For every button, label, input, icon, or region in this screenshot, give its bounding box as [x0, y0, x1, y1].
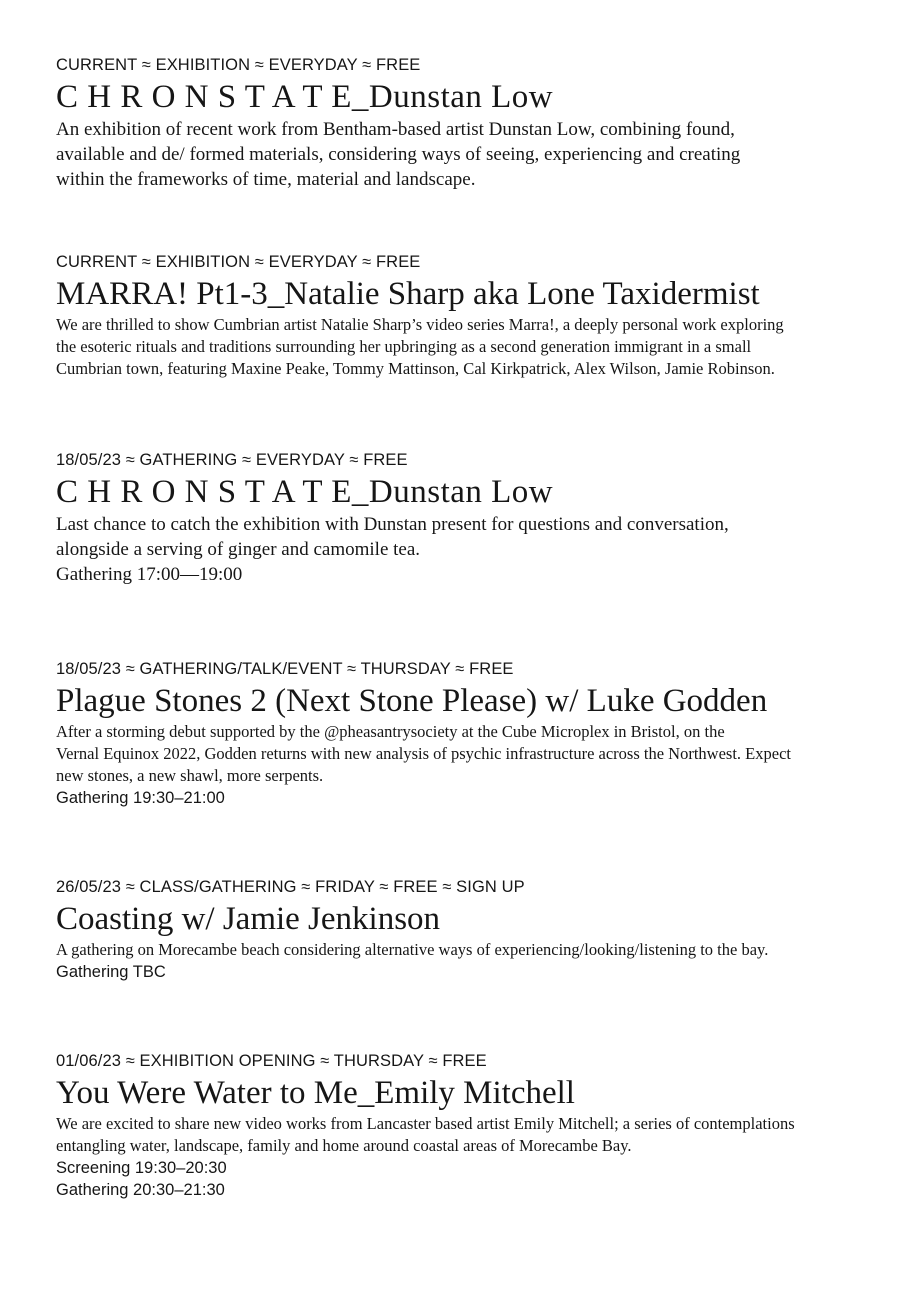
event-title: You Were Water to Me_Emily Mitchell	[56, 1075, 575, 1111]
description-line: within the frameworks of time, material and landscape.	[56, 169, 476, 190]
description-line: A gathering on Morecambe beach considering alternative ways of experiencing/looking/listening to the bay.	[56, 940, 769, 959]
event-title: C H R O N S T A T E_Dunstan Low	[56, 79, 554, 115]
event-schedule: Screening 19:30–20:30	[56, 1159, 227, 1177]
event-meta: 18/05/23 ≈ GATHERING/TALK/EVENT ≈ THURSDAY ≈ FREE	[56, 660, 514, 678]
description-line: We are excited to share new video works from Lancaster based artist Emily Mitchell; a series of contemplations	[56, 1114, 795, 1133]
event-description	[56, 512, 866, 562]
event-meta: 26/05/23 ≈ CLASS/GATHERING ≈ FRIDAY ≈ FREE ≈ SIGN UP	[56, 878, 525, 896]
event-description	[56, 939, 866, 961]
event-schedule: Gathering TBC	[56, 963, 166, 981]
event-schedule: Gathering 19:30–21:00	[56, 789, 225, 807]
event-you-were-water	[56, 1051, 866, 1201]
description-line: available and de/ formed materials, considering ways of seeing, experiencing and creating	[56, 144, 741, 165]
event-description	[56, 1113, 866, 1157]
event-plague-stones	[56, 659, 866, 809]
event-marra	[56, 252, 866, 380]
description-line: new stones, a new shawl, more serpents.	[56, 766, 324, 785]
description-line: entangling water, landscape, family and home around coastal areas of Morecambe Bay.	[56, 1136, 632, 1155]
event-chronstate-gathering	[56, 450, 866, 587]
event-meta: 18/05/23 ≈ GATHERING ≈ EVERYDAY ≈ FREE	[56, 451, 408, 469]
event-schedule: Gathering 17:00—19:00	[56, 564, 243, 585]
event-meta: CURRENT ≈ EXHIBITION ≈ EVERYDAY ≈ FREE	[56, 56, 421, 74]
event-title: Coasting w/ Jamie Jenkinson	[56, 901, 441, 937]
description-line: Cumbrian town, featuring Maxine Peake, Tommy Mattinson, Cal Kirkpatrick, Alex Wilson, Jamie Robinson.	[56, 359, 775, 378]
description-line: An exhibition of recent work from Bentham-based artist Dunstan Low, combining found,	[56, 119, 735, 140]
description-line: Last chance to catch the exhibition with Dunstan present for questions and conversation,	[56, 514, 729, 535]
event-title: C H R O N S T A T E_Dunstan Low	[56, 474, 554, 510]
event-description	[56, 117, 866, 192]
description-line: After a storming debut supported by the @pheasantrysociety at the Cube Microplex in Bristol, on the	[56, 722, 725, 741]
description-line: the esoteric rituals and traditions surrounding her upbringing as a second generation immigrant in a small	[56, 337, 752, 356]
description-line: alongside a serving of ginger and camomile tea.	[56, 539, 421, 560]
description-line: We are thrilled to show Cumbrian artist Natalie Sharp’s video series Marra!, a deeply personal work exploring	[56, 315, 784, 334]
event-title: MARRA! Pt1-3_Natalie Sharp aka Lone Taxidermist	[56, 276, 760, 312]
event-meta: CURRENT ≈ EXHIBITION ≈ EVERYDAY ≈ FREE	[56, 253, 421, 271]
description-line: Vernal Equinox 2022, Godden returns with new analysis of psychic infrastructure across the Northwest. Expect	[56, 744, 791, 763]
event-meta: 01/06/23 ≈ EXHIBITION OPENING ≈ THURSDAY ≈ FREE	[56, 1052, 487, 1070]
event-coasting	[56, 877, 866, 983]
event-schedule: Gathering 20:30–21:30	[56, 1181, 225, 1199]
event-title: Plague Stones 2 (Next Stone Please) w/ Luke Godden	[56, 683, 768, 719]
event-description	[56, 721, 866, 787]
event-chronstate-exhibition	[56, 55, 866, 192]
event-description	[56, 314, 866, 380]
